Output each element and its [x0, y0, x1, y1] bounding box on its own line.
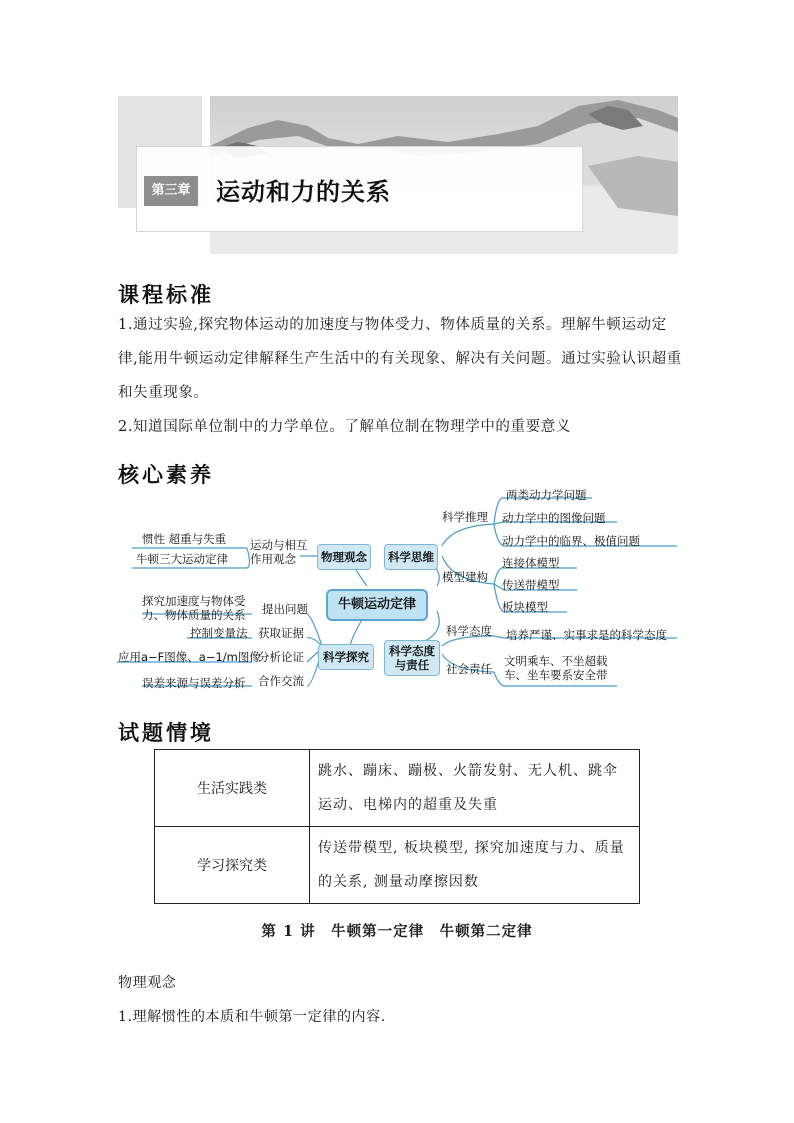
literacy-heading: 核心素养: [118, 462, 214, 487]
standard-item-1: 1.通过实验,探究物体运动的加速度与物体受力、物体质量的关系。理解牛顿运动定律,能用牛顿运动定律解释生产生活中的有关现象、解决有关问题。通过实验认识超重和失重现象。: [118, 317, 682, 401]
chapter-badge: 第三章: [144, 176, 198, 206]
science-reasoning-label: 科学推理: [442, 510, 488, 524]
graph-application-label: 应用a−F图像、a−1/m图像: [118, 650, 261, 664]
motion-interaction-concept-label: 运动与相互作用观念: [250, 538, 308, 566]
civilized-ride-label: 文明乘车、不坐超载车、坐车要系安全带: [504, 654, 608, 682]
plate-block-model-label: 板块模型: [502, 600, 548, 614]
rigorous-attitude-label: 培养严谨、实事求是的科学态度: [506, 628, 667, 642]
attitude-responsibility-node: 科学态度与责任: [384, 640, 440, 676]
literacy-mind-map: [112, 486, 692, 698]
model-building-label: 模型建构: [442, 570, 488, 584]
science-thinking-node: 科学思维: [384, 544, 438, 570]
physics-concept-heading: 物理观念: [118, 975, 177, 991]
obtain-evidence-label: 获取证据: [258, 626, 304, 640]
raise-question-label: 提出问题: [262, 602, 308, 616]
lecture-title: 第 1 讲 牛顿第一定律 牛顿第二定律: [261, 923, 533, 940]
newton-three-laws-label: 牛顿三大运动定律: [136, 552, 228, 566]
table-row: [155, 750, 640, 827]
inertia-weight-label: 惯性 超重与失重: [142, 532, 227, 546]
scientific-attitude-label: 科学态度: [446, 624, 492, 638]
mind-map-center-node: 牛顿运动定律: [326, 589, 428, 621]
description-cell: 跳水、蹦床、蹦极、火箭发射、无人机、跳伞运动、电梯内的超重及失重: [310, 750, 640, 827]
table-row: [155, 827, 640, 904]
physics-concept-node: 物理观念: [317, 544, 371, 570]
standard-item-2: 2.知道国际单位制中的力学单位。了解单位制在物理学中的重要意义: [118, 419, 571, 435]
error-analysis-label: 误差来源与误差分析: [142, 676, 246, 690]
situation-table: [154, 749, 640, 904]
analysis-label: 分析论证: [258, 650, 304, 664]
explore-acceleration-label: 探究加速度与物体受力、物体质量的关系: [142, 594, 246, 622]
chapter-title: 运动和力的关系: [216, 178, 391, 206]
conveyor-belt-model-label: 传送带模型: [502, 578, 560, 592]
standards-heading: 课程标准: [118, 282, 214, 307]
dynamics-two-types-label: 两类动力学问题: [506, 488, 587, 502]
connected-body-model-label: 连接体模型: [502, 556, 560, 570]
chapter-banner: [118, 96, 678, 254]
social-responsibility-label: 社会责任: [446, 662, 492, 676]
science-inquiry-node: 科学探究: [318, 644, 374, 670]
control-variable-label: 控制变量法: [190, 626, 248, 640]
situation-heading: 试题情境: [118, 720, 214, 745]
category-cell: 学习探究类: [155, 827, 310, 904]
concept-item-1: 1.理解惯性的本质和牛顿第一定律的内容.: [118, 1009, 386, 1025]
description-cell: 传送带模型, 板块模型, 探究加速度与力、质量的关系, 测量动摩擦因数: [310, 827, 640, 904]
dynamics-critical-label: 动力学中的临界、极值问题: [502, 534, 640, 548]
dynamics-graph-label: 动力学中的图像问题: [502, 511, 606, 525]
category-cell: 生活实践类: [155, 750, 310, 827]
cooperation-label: 合作交流: [258, 674, 304, 688]
